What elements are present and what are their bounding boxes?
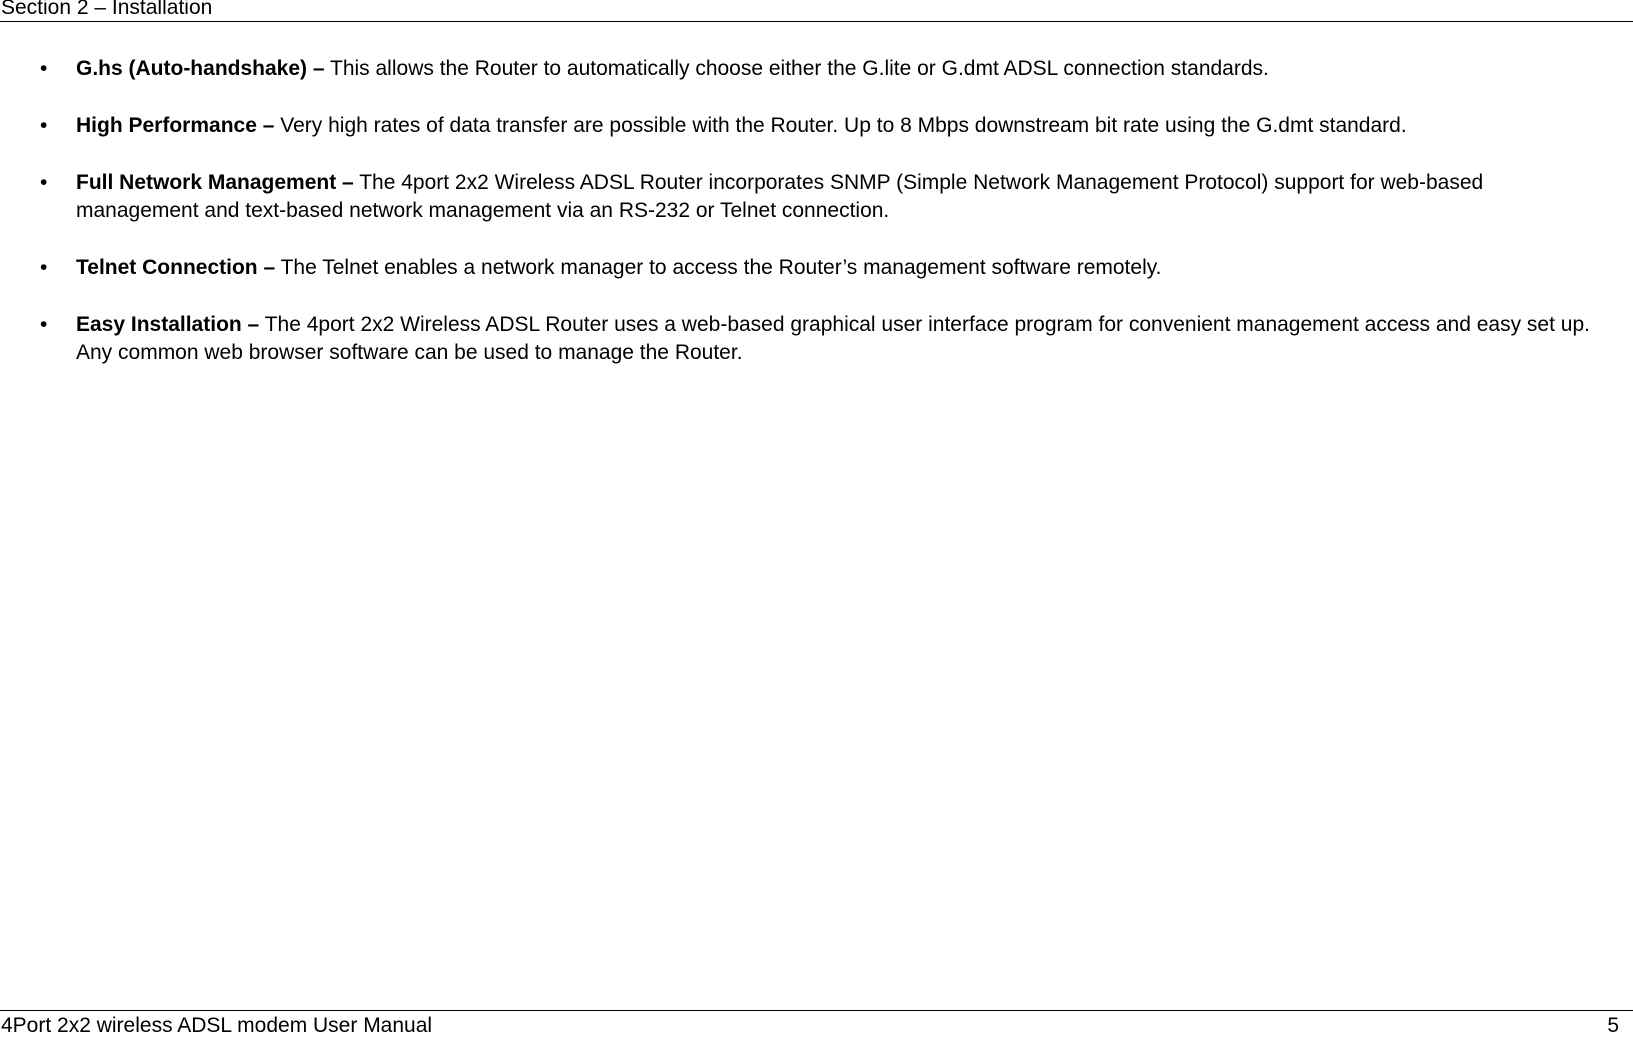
manual-title: 4Port 2x2 wireless ADSL modem User Manual bbox=[1, 1014, 433, 1037]
feature-description: The Telnet enables a network manager to access the Router’s management software remotely. bbox=[280, 256, 1162, 279]
page-number: 5 bbox=[1607, 1014, 1619, 1037]
feature-list bbox=[0, 55, 1633, 367]
bullet-icon: • bbox=[40, 114, 48, 137]
section-title: Section 2 – Installation bbox=[1, 0, 213, 19]
feature-term: Full Network Management – bbox=[76, 171, 354, 194]
bullet-icon: • bbox=[40, 171, 48, 194]
feature-term: Telnet Connection – bbox=[76, 256, 276, 279]
bullet-icon: • bbox=[40, 256, 48, 279]
list-item bbox=[0, 254, 1633, 282]
feature-description: Very high rates of data transfer are possible with the Router. Up to 8 Mbps downstream bit rate using the G.dmt standard. bbox=[280, 114, 1407, 137]
list-item bbox=[0, 112, 1633, 140]
page-footer bbox=[0, 1010, 1633, 1038]
document-body bbox=[0, 55, 1633, 396]
feature-description: The 4port 2x2 Wireless ADSL Router uses a web-based graphical user interface program for convenient management access and easy set up. Any common web browser software can be used to manage the Router. bbox=[76, 313, 1590, 364]
feature-term: G.hs (Auto-handshake) – bbox=[76, 57, 325, 80]
list-item bbox=[0, 55, 1633, 83]
feature-term: High Performance – bbox=[76, 114, 275, 137]
feature-description: The 4port 2x2 Wireless ADSL Router incorporates SNMP (Simple Network Management Protocol) support for web-based management and text-based network management via an RS-232 or Telnet connection. bbox=[76, 171, 1484, 222]
bullet-icon: • bbox=[40, 313, 48, 336]
bullet-icon: • bbox=[40, 57, 48, 80]
feature-description: This allows the Router to automatically choose either the G.lite or G.dmt ADSL connection standards. bbox=[330, 57, 1269, 80]
page-header bbox=[0, 0, 1633, 22]
feature-term: Easy Installation – bbox=[76, 313, 260, 336]
list-item bbox=[0, 311, 1633, 367]
list-item bbox=[0, 169, 1633, 225]
